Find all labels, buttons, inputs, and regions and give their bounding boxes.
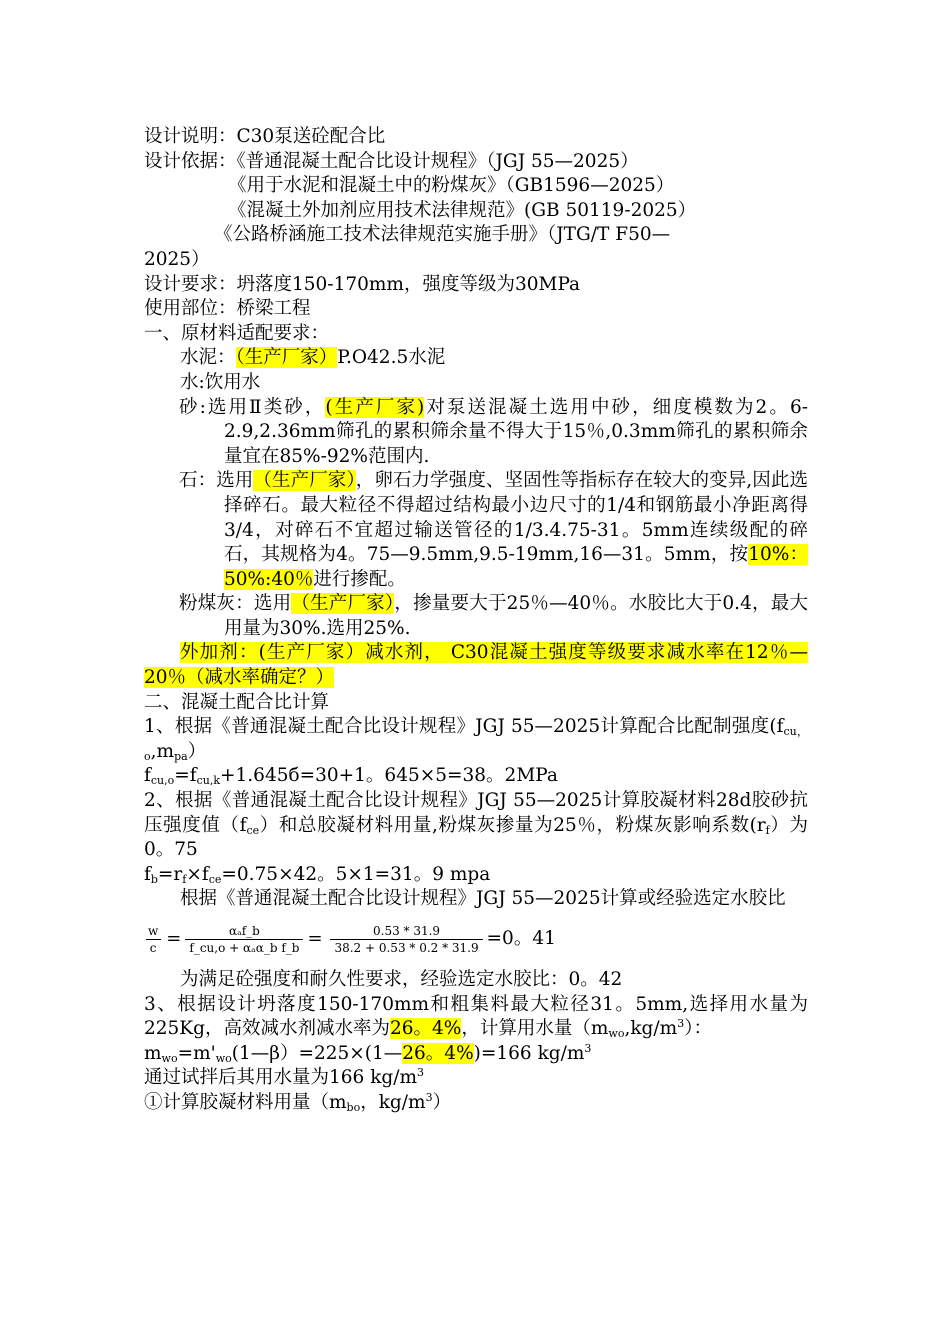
highlight-reduction-rate: 26。4% xyxy=(389,1018,462,1040)
sand-paragraph: 砂:选用Ⅱ类砂，(生产厂家)对泵送混凝土选用中砂，细度模数为2。6-2.9,2.36mm筛孔的累积筛余量不得大于15％,0.3mm筛孔的累积筛余量宜在85%-92%范围内. xyxy=(179,396,808,467)
highlight-manufacturer: （生产厂家） xyxy=(235,347,338,369)
design-basis: 设计依据：《普通混凝土配合比设计规程》（JGJ 55—2025） xyxy=(144,150,639,172)
highlight-admixture: 外加剂：(生产厂家）减水剂， C30混凝土强度等级要求减水率在12％—20％（减水率确定？） xyxy=(144,642,808,689)
section-2-heading: 二、混凝土配合比计算 xyxy=(144,691,330,713)
trial-mix-water: 通过试拌后其用水量为166 $kg/m^3$ xyxy=(144,1066,425,1089)
highlight-manufacturer: （生产厂家） xyxy=(291,593,395,615)
water-binder-formula: $\frac{w}{c}$ = $\frac{\text{αₐf\_b}}{\text{f\_cu,o + αₐα\_b f\_b}}$ = $\frac{0.53 * 31.9}{38.2 + 0.53 * 0.2 * 31.9}$ =0。41 xyxy=(144,914,808,964)
design-title: 设计说明：C30泵送砼配合比 xyxy=(144,126,386,147)
reference-1: 《用于水泥和混凝土中的粉煤灰》（GB1596—2025） xyxy=(228,175,675,197)
step-2b-text: 根据《普通混凝土配合比设计规程》JGJ 55—2025计算或经验选定水胶比 xyxy=(180,888,786,910)
step-1-text: 1、根据《普通混凝土配合比设计规程》JGJ 55—2025计算配合比配制强度$(f_{cu,o},m_{pa})$ xyxy=(144,716,809,763)
wc-fraction: $\frac{w}{c}$ xyxy=(144,923,162,956)
formula-mwo: $m_{wo}=m'_{wo}(1—\beta)=225\times(1—26$。4%)=166 $kg/m^3$ xyxy=(144,1041,592,1065)
usage-location: 使用部位：桥梁工程 xyxy=(144,298,311,320)
reference-3-cont: 2025） xyxy=(144,248,210,270)
stone-paragraph: 石：选用（生产厂家），卵石力学强度、坚固性等指标存在较大的变异,因此选择碎石。最大粒径不得超过结构最小边尺寸的1/4和钢筋最小净距离得3/4，对碎石不宜超过输送管径的1/3.4.75-31。5mm连续级配的碎石，其规格为4。75—9.5mm,9.5-19mm,16—31。5mm，按10%：50%:40％进行掺配。 xyxy=(179,470,808,590)
cement-line: 水泥：（生产厂家）P.O42.5水泥 xyxy=(180,347,446,369)
numeric-fraction: $\frac{0.53 * 31.9}{38.2 + 0.53 * 0.2 * 31.9}$ xyxy=(327,923,487,956)
highlight-manufacturer: （生产厂家） xyxy=(253,470,356,492)
formula-fraction: $\frac{\text{αₐf\_b}}{\text{f\_cu,o + αₐα\_b f\_b}}$ xyxy=(185,923,303,956)
formula-fb: $f_b=r_f\times f_{ce}=0.75\times 42$。5×1=31。9 mpa xyxy=(144,863,491,886)
binder-calc-heading: ①计算胶凝材料用量（$m_{bo}$，$kg/m^3$） xyxy=(144,1090,452,1114)
water-line: 水:饮用水 xyxy=(180,371,261,393)
selected-ratio: 为满足砼强度和耐久性要求，经验选定水胶比：0。42 xyxy=(180,969,623,990)
design-requirement: 设计要求：坍落度150-170mm，强度等级为30MPa xyxy=(144,273,581,295)
document-body xyxy=(144,125,808,1116)
highlight-manufacturer: (生产厂家) xyxy=(325,396,425,418)
flyash-paragraph: 粉煤灰：选用（生产厂家），掺量要大于25％—40％。水胶比大于0.4，最大用量为30%.选用25%. xyxy=(179,593,808,639)
highlight-ratio: 10%：50%:40％ xyxy=(224,544,808,590)
highlight-reduction-rate: 26。4% xyxy=(402,1042,474,1064)
reference-3: 《公路桥涵施工技术法律规范实施手册》（JTG/T F50— xyxy=(214,224,671,246)
admixture-paragraph xyxy=(144,641,808,690)
step-2-text: 2、根据《普通混凝土配合比设计规程》JGJ 55—2025计算胶凝材料28d胶砂抗压强度值$(f_{ce})$和总胶凝材料用量,粉煤灰掺量为25％，粉煤灰影响系数$(r_f)$为0。75 xyxy=(144,790,808,861)
step-3-text: 3、根据设计坍落度150-170mm和粗集料最大粒径31。5mm,选择用水量为225Kg，高效减水剂减水率为26。4%，计算用水量$(m_{wo},kg/m^3)$： xyxy=(144,993,808,1041)
section-1-heading: 一、原材料适配要求： xyxy=(144,322,330,344)
reference-2: 《混凝土外加剂应用技术法律规范》(GB 50119-2025） xyxy=(228,199,697,221)
formula-fcu: $f_{cu,o}=f_{cu,k}+1.645б=30+1$。645×5=38。2MPa xyxy=(144,765,558,788)
